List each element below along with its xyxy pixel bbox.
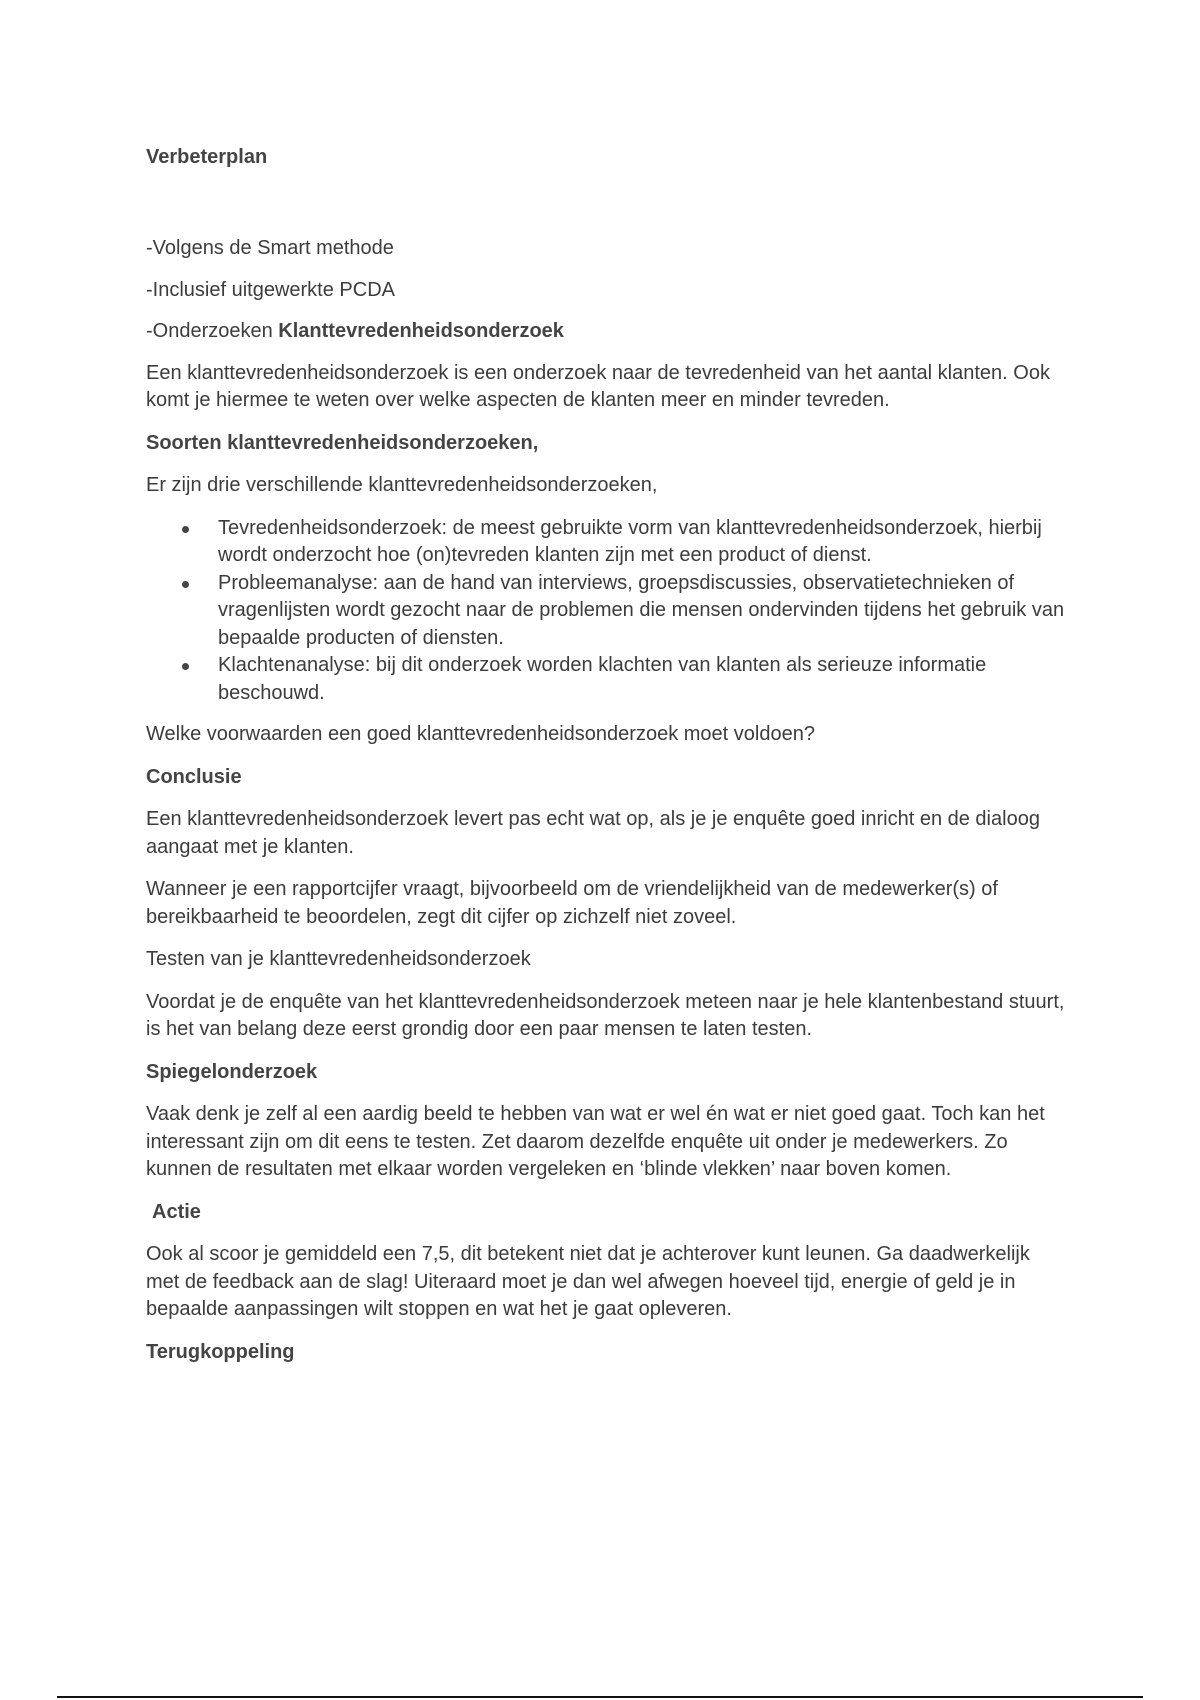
bullet-icon <box>182 581 189 588</box>
line-smart-methode: -Volgens de Smart methode <box>146 237 394 259</box>
page-bottom-divider <box>57 1696 1143 1698</box>
list-item-text: Tevredenheidsonderzoek: de meest gebruikte vorm van klanttevredenheidsonderzoek, hierbij wordt onderzocht hoe (on)tevreden klanten zijn met een product of dienst. <box>218 516 1042 566</box>
heading-spiegelonderzoek: Spiegelonderzoek <box>146 1060 318 1083</box>
list-item-text: Probleemanalyse: aan de hand van interviews, groepsdiscussies, observatietechnieken of vragenlijsten wordt gezocht naar de problemen die mensen ondervinden tijdens het gebruik van bepaalde producten of diensten. <box>218 571 1065 649</box>
soorten-intro: Er zijn drie verschillende klanttevredenheidsonderzoeken, <box>146 474 658 496</box>
document-body <box>146 235 1066 1381</box>
list-item <box>218 515 1066 570</box>
document-title: Verbeterplan <box>146 146 268 168</box>
list-item-text: Klachtenanalyse: bij dit onderzoek worden klachten van klanten als serieuze informatie beschouwd. <box>218 654 987 704</box>
line-onderzoeken-prefix: -Onderzoeken <box>146 320 279 342</box>
question-line: Welke voorwaarden een goed klanttevredenheidsonderzoek moet voldoen? <box>146 723 815 745</box>
line-onderzoeken <box>146 318 1066 346</box>
bullet-icon <box>182 526 189 533</box>
list-item <box>218 652 1066 707</box>
heading-conclusie: Conclusie <box>146 765 242 788</box>
testen-line: Testen van je klanttevredenheidsonderzoek <box>146 948 531 970</box>
list-item <box>218 570 1066 653</box>
heading-actie: Actie <box>152 1200 201 1223</box>
actie-paragraph: Ook al scoor je gemiddeld een 7,5, dit betekent niet dat je achterover kunt leunen. Ga daadwerkelijk met de feedback aan de slag! Uiteraard moet je dan wel afwegen hoeveel tijd, energie of geld je in bepaalde aanpassingen wilt stoppen en wat het je gaat opleveren. <box>146 1243 1030 1320</box>
testen-paragraph: Voordat je de enquête van het klanttevredenheidsonderzoek meteen naar je hele klantenbestand stuurt, is het van belang deze eerst grondig door een paar mensen te laten testen. <box>146 990 1065 1040</box>
bullet-icon <box>182 663 189 670</box>
line-pcda: -Inclusief uitgewerkte PCDA <box>146 278 395 301</box>
heading-soorten: Soorten klanttevredenheidsonderzoeken, <box>146 431 539 454</box>
intro-paragraph: Een klanttevredenheidsonderzoek is een onderzoek naar de tevredenheid van het aantal klanten. Ook komt je hiermee te weten over welke aspecten de klanten meer en minder tevreden. <box>146 361 1050 411</box>
bullet-list <box>146 515 1066 708</box>
spiegel-paragraph: Vaak denk je zelf al een aardig beeld te hebben van wat er wel én wat er niet goed gaat. Toch kan het interessant zijn om dit eens te testen. Zet daarom dezelfde enquête uit onder je medewerkers. Zo kunnen de resultaten met elkaar worden vergeleken en ‘blinde vlekken’ naar boven komen. <box>146 1103 1045 1180</box>
heading-terugkoppeling: Terugkoppeling <box>146 1340 295 1363</box>
conclusie-paragraph-2: Wanneer je een rapportcijfer vraagt, bijvoorbeeld om de vriendelijkheid van de medewerker(s) of bereikbaarheid te beoordelen, zegt dit cijfer op zichzelf niet zoveel. <box>146 878 998 928</box>
line-onderzoeken-bold: Klanttevredenheidsonderzoek <box>278 320 564 342</box>
conclusie-paragraph-1: Een klanttevredenheidsonderzoek levert pas echt wat op, als je je enquête goed inricht en de dialoog aangaat met je klanten. <box>146 808 1040 858</box>
